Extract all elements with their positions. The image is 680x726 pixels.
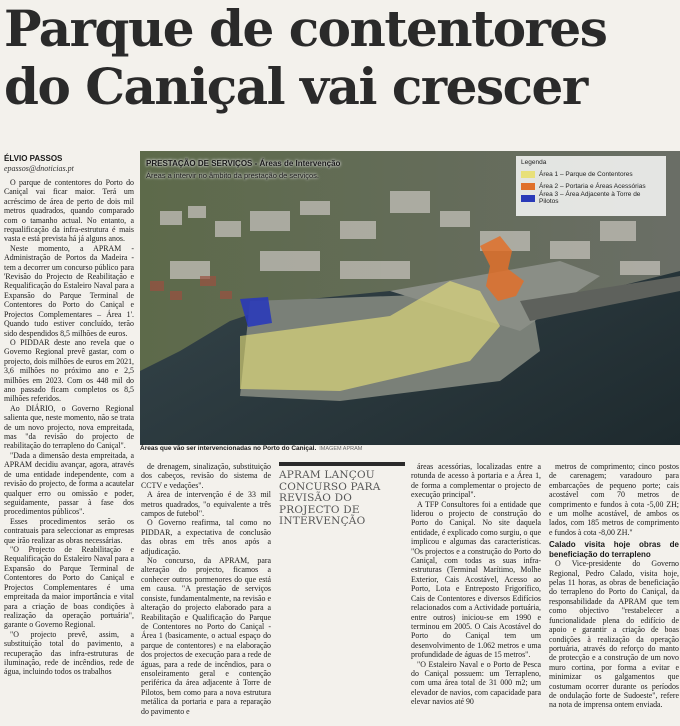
article-column-1-continued <box>4 462 134 726</box>
legend-swatch-orange <box>521 183 535 190</box>
author-email[interactable]: epassos@dnoticias.pt <box>4 164 74 173</box>
article-column-4 <box>549 462 679 726</box>
article-paragraph: "O projecto prevê, assim, a substituição total do pavimento, a recuperação das infra-estruturas de iluminação, rede de incêndios, rede de água, incluindo todos os trabalhos <box>4 629 134 677</box>
legend-label: Área 1 – Parque de Contentores <box>539 170 633 178</box>
article-headline <box>0 0 680 116</box>
article-paragraph: Esses procedimentos serão os contratuais para seleccionar as empresas que irão realizar as obras necessárias. <box>4 516 134 545</box>
article-paragraph: O Governo reafirma, tal como no PIDDAR, a expectativa de conclusão das obras em três anos após a adjudicação. <box>141 518 271 556</box>
pull-quote-rule <box>279 462 405 466</box>
article-column-2 <box>141 462 271 726</box>
map-subtitle: Áreas a intervir no âmbito da prestação de serviços. <box>146 171 320 180</box>
headline-line-1: Parque de contentores <box>4 0 607 58</box>
article-column-3 <box>411 462 541 726</box>
map-title: PRESTAÇÃO DE SERVIÇOS - Áreas de Intervenção <box>146 159 341 168</box>
legend-swatch-blue <box>521 195 535 202</box>
article-paragraph: Ao DIÁRIO, o Governo Regional salienta que, neste momento, não se trata de um novo projecto, nova empreitada, mas "da revisão do projecto de reabilitação do terrapleno do Caniçal". <box>4 403 134 451</box>
article-paragraph: "O Projecto de Reabilitação e Requalificação do Estaleiro Naval para a Expansão do Parque Terminal de Contentores do Porto do Caniçal e Projectos Complementares é uma empreitada da maior importância e vital para a criação de boas condições à realização da operação portuária", garante o Governo Regional. <box>4 545 134 630</box>
legend-item-area-1 <box>521 168 661 180</box>
legend-swatch-yellow <box>521 171 535 178</box>
article-paragraph-continued: APRAM decidiu avançar, agora, através de uma entidade independente, com a revisão do projecto, de forma a acautelar qualquer erro ou omissão e poder, seguidamente, passar à fase dos procedimentos públicos". <box>4 462 134 517</box>
article-paragraph: metros de comprimento; cinco postos de carenagem; varadouro para embarcações de pequeno porte; cais acostável com 70 metros de comprimento e fundos à cota -5,00 ZH; e um molhe acostável, de ambos os lados, com 185 metros de comprimento e fundos à cota -8,00 ZH." <box>549 462 679 537</box>
legend-label: Área 3 – Área Adjacente à Torre de Pilotos <box>539 191 641 205</box>
pull-quote-text: APRAM LANÇOU CONCURSO PARA REVISÃO DO PROJECTO DE INTERVENÇÃO <box>279 469 381 527</box>
article-paragraph: O Vice-presidente do Governo Regional, Pedro Calado, visita hoje, pelas 11 horas, as obras de beneficiação do terrapleno do Porto do Caniçal, da responsabilidade da APRAM que tem como objectivo "restabelecer a funcionalidade plena do edifício de apoio e garantir a criação de boas condições à realização da operação portuária, através do reforço do manto de protecção e a construção de um novo muro cortina, por forma a evitar e minimizar os galgamentos que costumam ocorrer durante os períodos de ondulação forte de Sudoeste", refere na nota de imprensa ontem enviada. <box>549 559 679 710</box>
article-column-1 <box>4 178 134 462</box>
article-paragraph: A área de intervenção é de 33 mil metros quadrados, "o equivalente a três campos de futebol". <box>141 490 271 519</box>
caption-text: Áreas que vão ser intervencionadas no Porto do Caniçal. <box>140 445 317 452</box>
article-paragraph: de drenagem, sinalização, substituição dos cabeços, revisão do sistema de CCTV e vedações". <box>141 462 271 490</box>
photo-caption <box>140 445 680 452</box>
article-paragraph: O parque de contentores do Porto do Caniçal vai ficar maior. Terá um acréscimo de área de perto de dois mil metros quadrados, quando comparado com o tamanho actual. No entanto, a requalificação da infra-estrutura é mais vasta e está prevista há já alguns anos. <box>4 178 134 244</box>
article-paragraph: "O Estaleiro Naval e o Porto de Pesca do Caniçal possuem: um Terrapleno, com uma área total de 31 000 m2; um elevador de navios, com capacidade para elevar navios até 90 <box>411 659 541 707</box>
article-paragraph: A TFP Consultores foi a entidade que liderou o projecto de construção do Porto do Caniçal. No site daquela entidade, é explicado como surgiu, o que implicou e algumas das características. "Os projectos e a construção do Porto do Caniçal, com todas as suas infra-estruturas (Terminal Marítimo, Molhe Exterior, Cais Acostável, Acesso ao Porto, Lota e Entreposto Frigorífico, Cais de Contentores e diversos Edifícios relacionados com a Actividade portuária, entre outros) iniciou-se em 1990 e terminou em 2005. O Cais Acostável do Porto do Caniçal tem um desenvolvimento de 1.062 metros e uma profundidade de águas de 15 metros". <box>411 499 541 660</box>
section-subhead: Calado visita hoje obras de beneficiação do terrapleno <box>549 540 679 559</box>
pull-quote <box>279 462 405 528</box>
article-paragraph: No concurso, da APRAM, para alteração do projecto, ficamos a conhecer outros pormenores do que está em causa. "A prestação de serviços consiste, fundamentalmente, na revisão e alteração do projecto elaborado para a Reabilitação e Qualificação do Parque de Contentores no Porto do Caniçal - Área 1 (basicamente, o actual espaço do parque de contentores) e na elaboração dos projectos de execução para a rede de águas, para a rede de incêndios, para o ensoleiramento geral e contenção periférica da área adjacente à Torre de Pilotos, bem como para a nova estrutura metálica da portaria e para a reparação do pavimento e <box>141 556 271 716</box>
headline-line-2: do Caniçal vai crescer <box>4 57 587 116</box>
map-legend <box>516 156 666 216</box>
author-byline: ÉLVIO PASSOS <box>4 154 63 163</box>
legend-item-area-3 <box>521 192 661 204</box>
article-paragraph: O PIDDAR deste ano revela que o Governo Regional prevê gastar, com o projecto, dois milhões de euros em 2021, 3,6 milhões no próximo ano e 2,5 milhões em 2023. Com os 448 mil do ano passado ficam completos os 8,5 milhões referidos. <box>4 337 134 404</box>
photo-credit: IMAGEM APRAM <box>319 446 363 452</box>
legend-label: Área 2 – Portaria e Áreas Acessórias <box>539 182 646 190</box>
port-aerial-map <box>140 151 680 445</box>
article-paragraph: "Dada a dimensão desta empreitada, a <box>10 450 134 460</box>
legend-title: Legenda <box>521 159 547 166</box>
article-paragraph: Neste momento, a APRAM - Administração de Portos da Madeira - tem a decorrer um concurso público para 'Revisão do Projecto de Reabilitação e Requalificação do Estaleiro Naval para a Expansão do Parque Terminal de Contentores do Porto do Caniçal e Projectos Complementares – Área 1'. Quando tudo estiver concluído, terão sido despendidos 8,5 milhões de euros. <box>4 243 134 338</box>
article-paragraph: áreas acessórias, localizadas entre a rotunda de acesso à portaria e a Área 1, de forma a complementar o projecto de execução principal". <box>411 462 541 500</box>
